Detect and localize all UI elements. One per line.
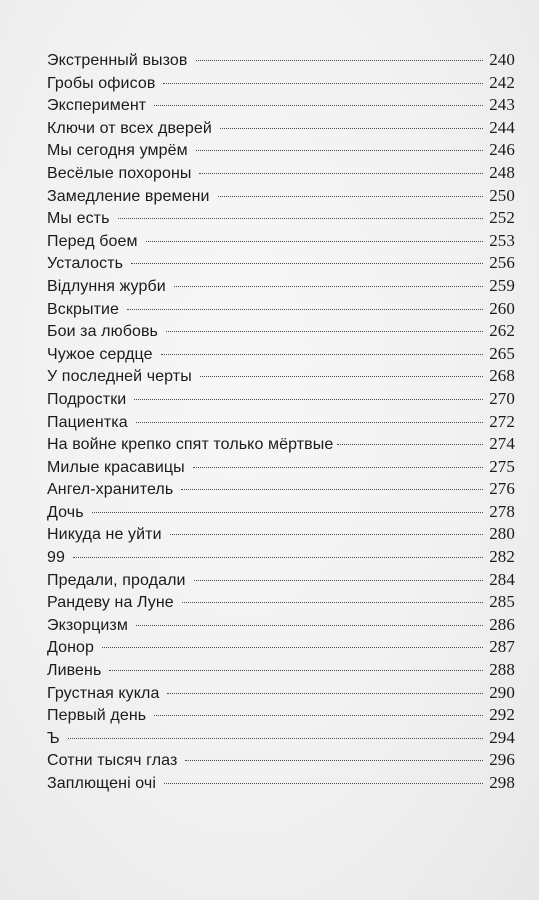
toc-entry: [47, 344, 515, 367]
dot-leader: [134, 399, 483, 400]
toc-entry: [47, 524, 515, 547]
toc-entry-title: Дочь: [47, 503, 84, 521]
toc-entry: [47, 479, 515, 502]
toc-entry: [47, 683, 515, 706]
dot-leader: [166, 331, 483, 332]
toc-entry: [47, 434, 515, 457]
toc-entry-title: Эксперимент: [47, 97, 147, 115]
toc-entry-title: Чужое сердце: [47, 345, 153, 363]
toc-entry-title: Ъ: [47, 729, 60, 747]
toc-entry-title: Экзорцизм: [47, 616, 128, 634]
toc-entry-page: 248: [489, 162, 515, 182]
toc-entry: [47, 73, 515, 96]
toc-entry-title: Сотни тысяч глаз: [47, 752, 178, 770]
toc-entry-page: 282: [489, 547, 515, 567]
dot-leader: [220, 128, 483, 129]
toc-entry-title: Никуда не уйти: [47, 526, 162, 544]
dot-leader: [196, 60, 484, 61]
toc-entry: [47, 118, 515, 141]
toc-entry: [47, 140, 515, 163]
toc-entry-page: 276: [489, 479, 515, 499]
dot-leader: [118, 218, 484, 219]
toc-entry: [47, 163, 515, 186]
toc-entry-page: 246: [489, 140, 515, 160]
toc-entry-title: Мы сегодня умрём: [47, 142, 188, 160]
dot-leader: [167, 693, 483, 694]
toc-entry-page: 265: [489, 343, 515, 363]
dot-leader: [102, 647, 483, 648]
toc-entry-page: 286: [489, 614, 515, 634]
toc-entry-title: Заплющені очі: [47, 775, 157, 792]
toc-entry-title: Гробы офисов: [47, 74, 156, 92]
dot-leader: [136, 422, 483, 423]
table-of-contents: [47, 50, 515, 796]
toc-entry-title: Ангел-хранитель: [47, 481, 174, 499]
dot-leader: [163, 83, 483, 84]
dot-leader: [154, 105, 483, 106]
toc-entry-page: 292: [489, 705, 515, 725]
toc-entry: [47, 592, 515, 615]
toc-entry-title: Перед боем: [47, 232, 138, 250]
toc-entry-page: 270: [489, 388, 515, 408]
toc-entry: [47, 547, 515, 570]
toc-entry: [47, 276, 515, 299]
toc-entry: [47, 728, 515, 751]
dot-leader: [196, 150, 483, 151]
toc-entry-page: 244: [489, 117, 515, 137]
dot-leader: [194, 580, 484, 581]
dot-leader: [146, 241, 484, 242]
toc-entry-title: Ключи от всех дверей: [47, 119, 212, 137]
toc-entry-title: Рандеву на Луне: [47, 594, 174, 612]
toc-entry-page: 260: [489, 298, 515, 318]
toc-entry: [47, 321, 515, 344]
dot-leader: [92, 512, 484, 513]
dot-leader: [181, 489, 483, 490]
toc-entry-title: Донор: [47, 639, 95, 657]
toc-entry-title: Пациентка: [47, 413, 128, 431]
toc-entry-page: 272: [489, 411, 515, 431]
toc-entry: [47, 95, 515, 118]
dot-leader: [199, 173, 483, 174]
toc-entry-title: Подростки: [47, 390, 127, 408]
toc-entry-page: 296: [489, 750, 515, 770]
toc-entry: [47, 366, 515, 389]
dot-leader: [337, 444, 483, 445]
dot-leader: [161, 354, 484, 355]
toc-entry-title: Ливень: [47, 662, 102, 680]
toc-entry-page: 240: [489, 50, 515, 69]
toc-entry-page: 288: [489, 660, 515, 680]
toc-entry: [47, 615, 515, 638]
toc-entry: [47, 705, 515, 728]
toc-entry-page: 259: [489, 275, 515, 295]
toc-entry: [47, 660, 515, 683]
toc-entry-title: У последней черты: [47, 368, 192, 386]
toc-entry: [47, 208, 515, 231]
toc-entry-page: 242: [489, 72, 515, 92]
toc-entry-title: Вскрытие: [47, 300, 120, 318]
dot-leader: [131, 263, 483, 264]
dot-leader: [109, 670, 483, 671]
dot-leader: [154, 715, 483, 716]
dot-leader: [164, 783, 483, 784]
toc-entry: [47, 50, 515, 73]
toc-entry-page: 243: [489, 95, 515, 115]
toc-entry-page: 262: [489, 321, 515, 341]
toc-entry-title: Грустная кукла: [47, 684, 160, 702]
toc-entry-page: 268: [489, 366, 515, 386]
toc-entry-title: Весёлые похороны: [47, 164, 192, 182]
toc-entry: [47, 389, 515, 412]
toc-entry-title: Усталость: [47, 255, 124, 273]
toc-entry: [47, 637, 515, 660]
toc-entry-page: 256: [489, 253, 515, 273]
toc-entry-title: Милые красавицы: [47, 458, 185, 476]
toc-entry-title: 99: [47, 549, 65, 567]
toc-entry-page: 280: [489, 524, 515, 544]
dot-leader: [68, 738, 483, 739]
toc-entry-title: Экстренный вызов: [47, 52, 188, 69]
toc-entry: [47, 570, 515, 593]
dot-leader: [127, 309, 483, 310]
dot-leader: [174, 286, 483, 287]
toc-entry: [47, 750, 515, 773]
toc-entry-page: 285: [489, 592, 515, 612]
dot-leader: [73, 557, 483, 558]
toc-entry-page: 287: [489, 637, 515, 657]
dot-leader: [170, 534, 484, 535]
toc-entry-title: На войне крепко спят только мёртвые: [47, 436, 334, 454]
dot-leader: [185, 760, 483, 761]
dot-leader: [218, 196, 484, 197]
toc-entry-title: Відлуння журби: [47, 277, 166, 295]
toc-entry-page: 275: [489, 456, 515, 476]
toc-entry-page: 278: [489, 501, 515, 521]
toc-entry: [47, 299, 515, 322]
toc-entry-title: Замедление времени: [47, 187, 210, 205]
toc-entry-page: 284: [489, 569, 515, 589]
toc-entry-page: 294: [489, 727, 515, 747]
toc-entry-page: 298: [489, 773, 515, 792]
toc-entry-page: 252: [489, 208, 515, 228]
toc-entry: [47, 457, 515, 480]
toc-entry-title: Предали, продали: [47, 571, 186, 589]
toc-entry: [47, 502, 515, 525]
toc-entry-page: 253: [489, 230, 515, 250]
dot-leader: [182, 602, 483, 603]
dot-leader: [193, 467, 483, 468]
toc-entry-page: 274: [489, 434, 515, 454]
toc-entry-title: Мы есть: [47, 210, 110, 228]
toc-entry-title: Бои за любовь: [47, 323, 158, 341]
toc-entry: [47, 412, 515, 435]
toc-entry-page: 250: [489, 185, 515, 205]
toc-entry-title: Первый день: [47, 707, 147, 725]
toc-entry: [47, 253, 515, 276]
toc-entry-page: 290: [489, 682, 515, 702]
dot-leader: [200, 376, 483, 377]
toc-entry: [47, 773, 515, 796]
toc-entry: [47, 231, 515, 254]
dot-leader: [136, 625, 483, 626]
toc-entry: [47, 186, 515, 209]
